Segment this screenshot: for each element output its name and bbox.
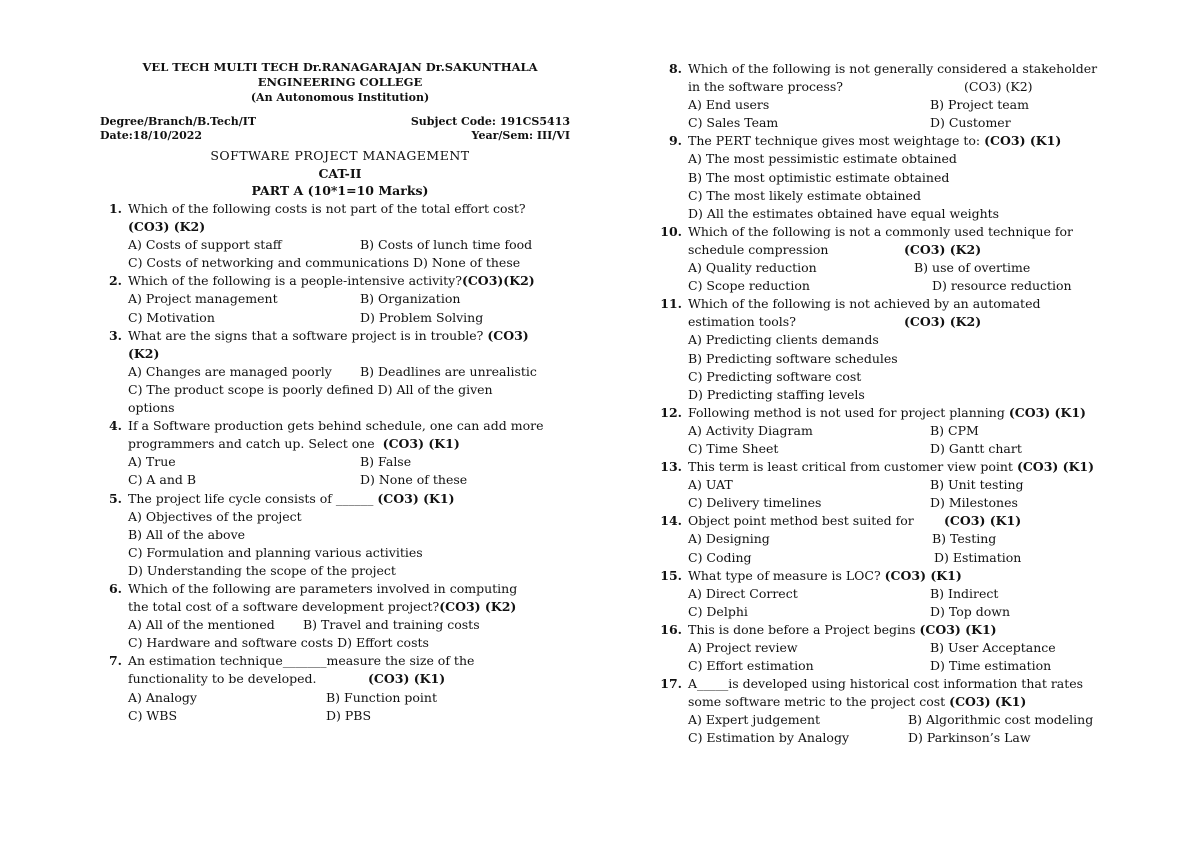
question-text: Following method is not used for project planning	[688, 404, 1005, 420]
question-12	[660, 404, 1120, 458]
option-d: D) Gantt chart	[930, 440, 1022, 456]
question-text: If a Software production gets behind schedule, one can add more	[128, 418, 544, 434]
question-text: The PERT technique gives most weightage to:	[688, 133, 981, 149]
option-a: A) End users	[688, 97, 770, 113]
question-number: 1.	[108, 201, 122, 216]
option-c: C) Delivery timelines	[688, 495, 822, 511]
option-a: A) UAT	[688, 477, 733, 493]
question-text-cont: in the software process?	[688, 79, 843, 95]
institution-name-line1: VEL TECH MULTI TECH Dr.RANAGARAJAN Dr.SAKUNTHALA	[142, 60, 538, 74]
question-5	[100, 490, 580, 580]
option-b: B) User Acceptance	[930, 640, 1056, 655]
option-c: C) Motivation	[128, 309, 215, 325]
question-tag: (CO3) (K1)	[944, 513, 1022, 529]
question-tag: (CO3) (K1)	[949, 694, 1027, 710]
degree-branch: Degree/Branch/B.Tech/IT	[100, 115, 257, 128]
question-tag: (CO3) (K2)	[128, 219, 206, 235]
question-3	[100, 327, 580, 417]
question-text: An estimation technique_______measure the size of the	[128, 653, 475, 669]
right-column	[660, 60, 1120, 748]
option-b: B) Project team	[930, 97, 1029, 113]
question-number: 2.	[108, 273, 122, 289]
option-a: A) Activity Diagram	[688, 422, 813, 438]
subject-title: SOFTWARE PROJECT MANAGEMENT	[210, 148, 470, 163]
question-tag-2: (K2)	[128, 345, 160, 361]
option-c: C) Sales Team	[688, 115, 779, 131]
option-d: D) Customer	[930, 115, 1011, 131]
option-c: C) Delphi	[688, 603, 748, 619]
question-tag: (CO3) (K1)	[377, 490, 455, 506]
option-d: D) PBS	[326, 707, 372, 723]
option-cd-cont: options	[128, 400, 175, 416]
question-text: Which of the following is not a commonly used technique for	[688, 223, 1074, 239]
option-b: B) Function point	[326, 689, 437, 705]
option-c: C) The most likely estimate obtained	[688, 187, 921, 203]
meta-row-2	[100, 129, 580, 143]
option-c: C) Coding	[688, 549, 752, 565]
question-text-cont: functionality to be developed.	[128, 671, 317, 687]
option-d: D) None of these	[360, 472, 468, 488]
question-number: 4.	[108, 418, 122, 434]
question-tag: (CO3) (K2)	[904, 241, 982, 257]
option-a: A) All of the mentioned	[128, 617, 275, 633]
question-text: Which of the following is a people-intensive activity?	[128, 273, 462, 289]
option-a: A) Project review	[688, 640, 798, 655]
question-number: 11.	[660, 296, 682, 312]
option-b: B) False	[360, 454, 412, 470]
question-1	[100, 200, 580, 272]
question-text: A_____is developed using historical cost information that rates	[688, 676, 1084, 692]
question-tag: (CO3) (K2)	[964, 79, 1033, 95]
option-b: B) Travel and training costs	[303, 617, 480, 633]
option-b: B) Organization	[360, 291, 461, 307]
option-b: B) Testing	[932, 531, 997, 547]
left-column	[100, 60, 580, 725]
option-b: B) Algorithmic cost modeling	[908, 712, 1094, 728]
option-c: C) A and B	[128, 472, 197, 488]
question-number: 12.	[660, 404, 682, 420]
question-number: 7.	[108, 653, 122, 669]
question-17	[660, 675, 1120, 747]
question-16	[660, 621, 1120, 675]
question-tag: (CO3) (K1)	[884, 567, 962, 583]
question-tag: (CO3) (K2)	[904, 314, 982, 330]
option-a: A) Changes are managed poorly	[128, 363, 332, 379]
exam-title: CAT-II	[318, 166, 362, 181]
option-d: D) resource reduction	[932, 278, 1072, 294]
question-text-cont: estimation tools?	[688, 314, 796, 330]
option-c: C) WBS	[128, 707, 178, 723]
option-d: D) Predicting staffing levels	[688, 386, 865, 402]
institution-status: (An Autonomous Institution)	[250, 91, 430, 104]
option-b: B) Predicting software schedules	[688, 350, 898, 366]
question-11	[660, 295, 1120, 404]
question-text: Which of the following costs is not part of the total effort cost?	[128, 201, 526, 216]
option-a: A) True	[128, 454, 176, 470]
option-d: D) Problem Solving	[360, 309, 484, 325]
question-number: 17.	[660, 676, 682, 692]
option-c: C) Formulation and planning various activities	[128, 544, 423, 560]
option-cd: C) Costs of networking and communications D) None of these	[128, 255, 521, 271]
question-tag: (CO3) (K1)	[368, 671, 446, 687]
year-semester: Year/Sem: III/VI	[471, 129, 570, 142]
question-text: Which of the following are parameters involved in computing	[128, 580, 518, 596]
question-number: 13.	[660, 459, 682, 475]
question-text-cont: the total cost of a software development project?	[128, 599, 440, 615]
question-15	[660, 567, 1120, 621]
option-a: A) The most pessimistic estimate obtained	[688, 151, 957, 167]
question-number: 8.	[668, 61, 682, 76]
option-d: D) Parkinson’s Law	[908, 730, 1031, 746]
exam-date: Date:18/10/2022	[100, 129, 203, 142]
option-c: C) Effort estimation	[688, 658, 814, 674]
subject-code: Subject Code: 191CS5413	[410, 115, 570, 128]
option-a: A) Analogy	[128, 689, 197, 705]
question-tag: (CO3) (K1)	[1008, 404, 1086, 420]
question-number: 15.	[660, 567, 682, 583]
option-d: D) Time estimation	[930, 658, 1052, 674]
option-d: D) All the estimates obtained have equal weights	[688, 205, 1000, 221]
option-a: A) Costs of support staff	[128, 237, 282, 253]
question-text-cont: programmers and catch up. Select one	[128, 436, 375, 452]
option-b: B) CPM	[930, 422, 979, 438]
option-c: C) Predicting software cost	[688, 368, 862, 384]
option-a: A) Expert judgement	[688, 712, 821, 728]
question-tag: (CO3) (K1)	[382, 436, 460, 452]
option-cd: C) The product scope is poorly defined D) All of the given	[128, 381, 493, 397]
option-d: D) Top down	[930, 603, 1011, 619]
institution-name-line2: ENGINEERING COLLEGE	[257, 75, 423, 89]
question-number: 10.	[660, 223, 682, 239]
option-b: B) Unit testing	[930, 477, 1024, 493]
question-2	[100, 272, 580, 326]
question-text-cont: schedule compression	[688, 241, 829, 257]
option-c: C) Estimation by Analogy	[688, 730, 850, 746]
option-a: A) Predicting clients demands	[688, 332, 879, 348]
question-text: This is done before a Project begins	[688, 621, 920, 637]
question-number: 5.	[108, 490, 122, 506]
option-b: B) Deadlines are unrealistic	[360, 363, 537, 379]
option-b: B) use of overtime	[914, 260, 1031, 276]
question-text: Which of the following is not achieved by an automated	[688, 296, 1041, 312]
question-7	[100, 652, 580, 724]
question-6	[100, 580, 580, 652]
question-text: What type of measure is LOC?	[688, 567, 881, 583]
option-c: C) Scope reduction	[688, 278, 810, 294]
option-b: B) All of the above	[128, 526, 246, 542]
question-4	[100, 417, 580, 489]
option-b: B) The most optimistic estimate obtained	[688, 169, 950, 185]
question-text: What are the signs that a software project is in trouble?	[128, 327, 484, 343]
question-10	[660, 223, 1120, 295]
question-tag: (CO3) (K1)	[984, 133, 1062, 149]
option-cd: C) Hardware and software costs D) Effort costs	[128, 635, 429, 651]
question-tag: (CO3)	[487, 327, 529, 343]
question-14	[660, 512, 1120, 566]
question-text-cont: some software metric to the project cost	[688, 694, 946, 710]
option-b: B) Costs of lunch time food	[360, 237, 533, 253]
question-tag: (CO3) (K2)	[439, 599, 517, 615]
question-text: The project life cycle consists of ______	[128, 490, 374, 506]
question-text: Object point method best suited for	[688, 513, 914, 529]
option-c: C) Time Sheet	[688, 440, 779, 456]
part-heading: PART A (10*1=10 Marks)	[251, 183, 429, 198]
question-8	[660, 60, 1120, 132]
question-tag: (CO3)(K2)	[461, 273, 535, 289]
option-a: A) Direct Correct	[688, 585, 798, 601]
option-a: A) Project management	[128, 291, 278, 307]
meta-row-1	[100, 115, 580, 129]
question-number: 16.	[660, 621, 682, 637]
option-d: D) Milestones	[930, 495, 1018, 511]
question-tag: (CO3) (K1)	[919, 621, 997, 637]
option-a: A) Objectives of the project	[128, 508, 302, 524]
option-a: A) Designing	[688, 531, 770, 547]
question-number: 3.	[108, 327, 122, 343]
question-9	[660, 132, 1120, 222]
question-text: This term is least critical from customer view point	[688, 459, 1017, 475]
question-number: 14.	[660, 513, 682, 529]
question-number: 6.	[108, 580, 122, 596]
option-a: A) Quality reduction	[688, 260, 817, 276]
question-number: 9.	[668, 133, 682, 149]
option-b: B) Indirect	[930, 585, 999, 601]
question-tag: (CO3) (K1)	[1016, 459, 1095, 475]
question-13	[660, 458, 1120, 512]
option-d: D) Understanding the scope of the project	[128, 562, 396, 578]
question-text: Which of the following is not generally considered a stakeholder	[688, 61, 1098, 76]
option-d: D) Estimation	[934, 549, 1022, 565]
